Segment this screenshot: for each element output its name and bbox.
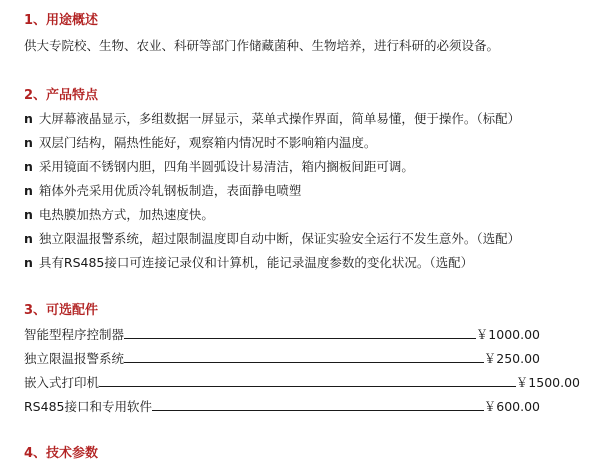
bullet-marker: n [24, 231, 33, 246]
feature-item [24, 255, 473, 271]
bullet-marker: n [24, 111, 33, 126]
feature-item-text: 双层门结构，隔热性能好，观察箱内情况时不影响箱内温度。 [38, 135, 377, 150]
bullet-marker: n [24, 207, 33, 222]
accessory-row [24, 327, 540, 343]
feature-item [24, 159, 414, 175]
feature-item [24, 135, 376, 151]
leader-line [152, 410, 484, 411]
feature-item [24, 183, 301, 199]
bullet-marker: n [24, 159, 33, 174]
section-accessories-heading: 3、可选配件 [24, 303, 99, 318]
accessory-price: ￥1000.00 [475, 327, 540, 342]
bullet-marker: n [24, 135, 33, 150]
leader-line [124, 362, 484, 363]
section-features-heading: 2、产品特点 [24, 88, 99, 103]
feature-item [24, 207, 214, 223]
feature-item-text: 箱体外壳采用优质冷轧钢板制造，表面静电喷塑 [38, 183, 302, 198]
accessory-name: RS485接口和专用软件 [24, 399, 152, 414]
accessory-row [24, 399, 540, 415]
accessory-row [24, 351, 540, 367]
section-usage-text: 供大专院校、生物、农业、科研等部门作储藏菌种、生物培养，进行科研的必须设备。 [24, 38, 500, 53]
accessory-price: ￥600.00 [483, 399, 540, 414]
feature-item [24, 111, 520, 127]
section-specs-heading: 4、技术参数 [24, 446, 99, 461]
feature-item-text: 电热膜加热方式，加热速度快。 [38, 207, 214, 222]
accessory-price: ￥250.00 [483, 351, 540, 366]
bullet-marker: n [24, 183, 33, 198]
accessory-row [24, 375, 580, 391]
leader-line [124, 338, 476, 339]
feature-item-text: 具有RS485接口可连接记录仪和计算机，能记录温度参数的变化状况。（选配） [38, 255, 474, 270]
accessory-name: 嵌入式打印机 [24, 375, 100, 390]
feature-item-text: 独立限温报警系统，超过限制温度即自动中断，保证实验安全运行不发生意外。（选配） [38, 231, 521, 246]
bullet-marker: n [24, 255, 33, 270]
accessory-name: 独立限温报警系统 [24, 351, 125, 366]
leader-line [99, 386, 516, 387]
accessory-price: ￥1500.00 [515, 375, 580, 390]
section-usage-heading: 1、用途概述 [24, 13, 99, 28]
feature-item-text: 大屏幕液晶显示，多组数据一屏显示，菜单式操作界面，简单易懂，便于操作。（标配） [38, 111, 521, 126]
feature-item [24, 231, 520, 247]
accessory-name: 智能型程序控制器 [24, 327, 125, 342]
feature-item-text: 采用镜面不锈钢内胆，四角半圆弧设计易清洁，箱内搁板间距可调。 [38, 159, 414, 174]
